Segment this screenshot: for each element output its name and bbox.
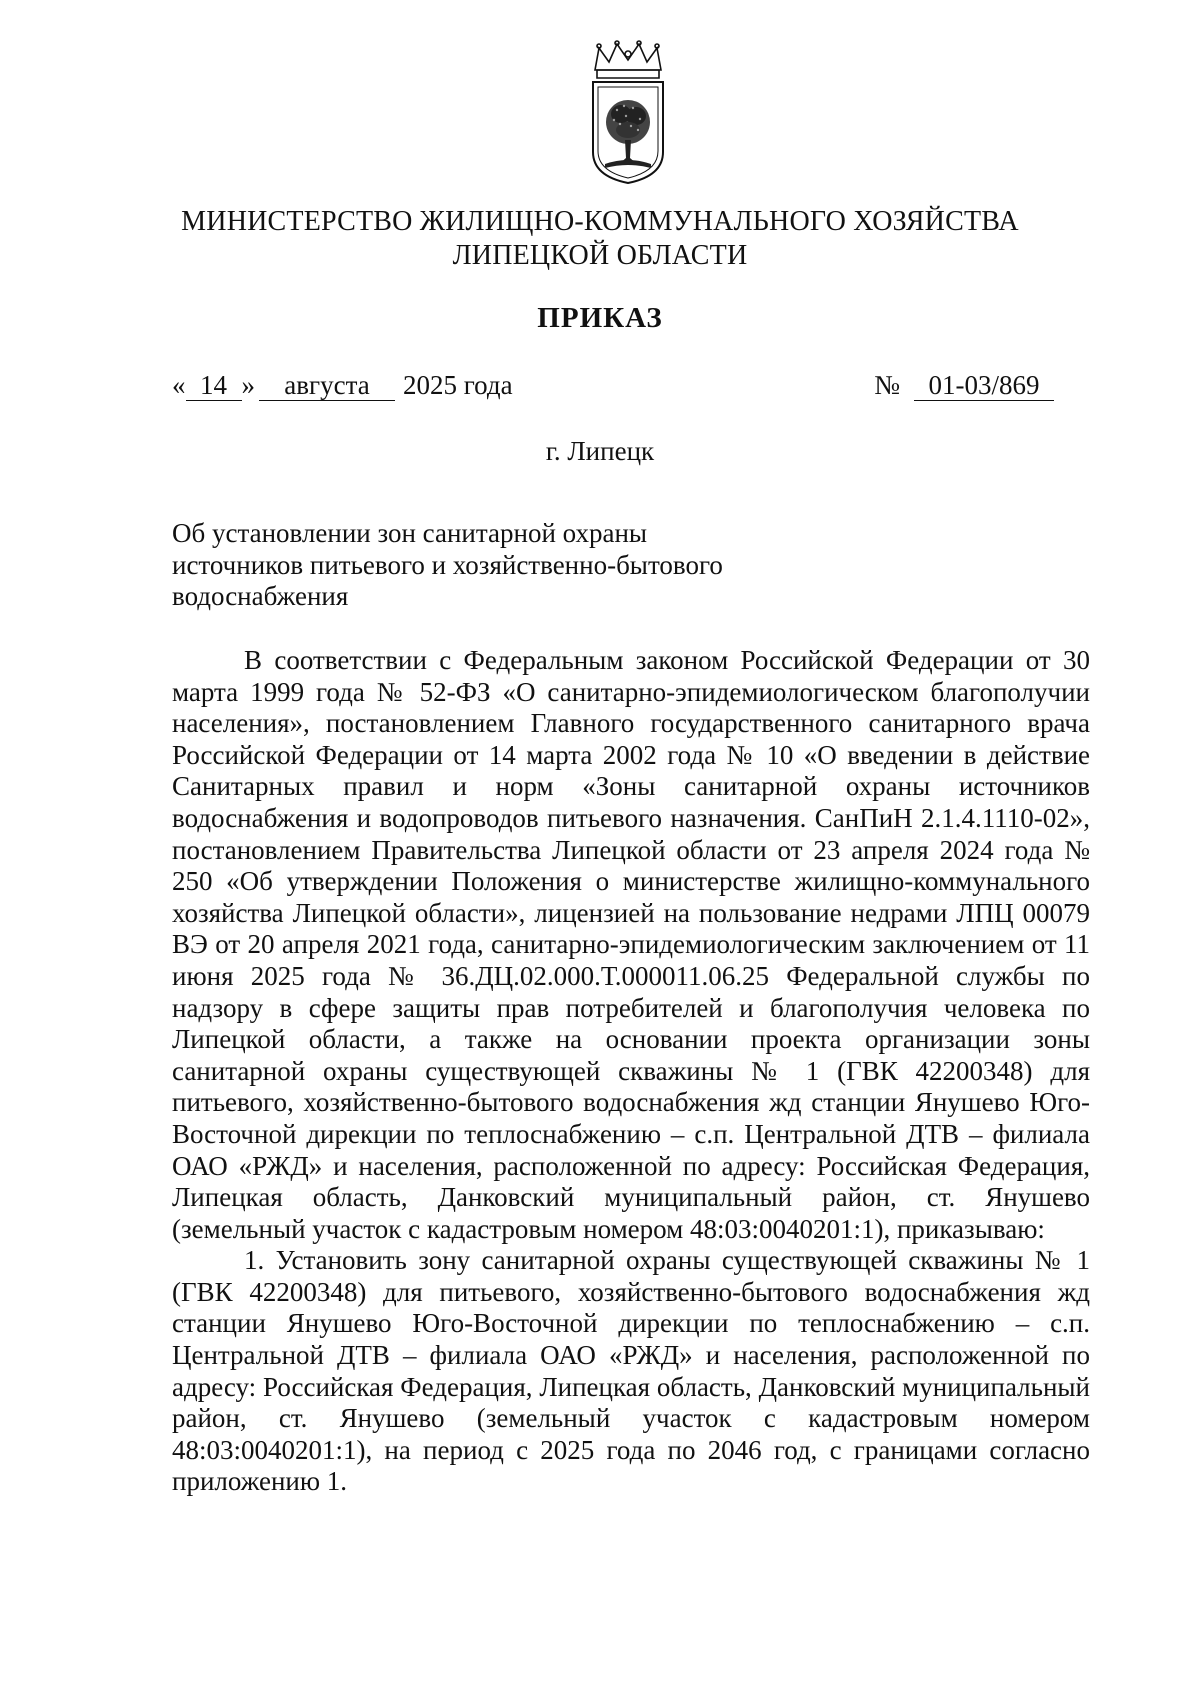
order-date bbox=[172, 368, 513, 402]
subject-line1: Об установлении зон санитарной охраны bbox=[172, 518, 648, 548]
date-open-quote: « bbox=[172, 370, 186, 400]
document-type-title: ПРИКАЗ bbox=[537, 302, 663, 334]
date-close-quote: » bbox=[241, 370, 255, 400]
item-1-paragraph: 1. Установить зону санитарной охраны существующей скважины № 1 (ГВК 42200348) для питьевого, хозяйственно-бытового водоснабжения жд станции Янушево Юго-Восточной дирекции по теплоснабжению – с.п. Центральной ДТВ – филиала ОАО «РЖД» и населения, расположенной по адресу: Российская Федерация, Липецкая область, Данковский муниципальный район, ст. Янушево (земельный участок с кадастровым номером 48:03:0040201:1), на период с 2025 года по 2046 год, с границами согласно приложению 1. bbox=[172, 1245, 1090, 1497]
number-value: 01-03/869 bbox=[914, 370, 1054, 401]
number-sign: № bbox=[874, 370, 900, 400]
ministry-name-line1: МИНИСТЕРСТВО ЖИЛИЩНО-КОММУНАЛЬНОГО ХОЗЯЙСТВА bbox=[181, 206, 1019, 237]
date-month: августа bbox=[259, 370, 395, 401]
date-day: 14 bbox=[186, 370, 242, 401]
city-name: г. Липецк bbox=[545, 436, 655, 466]
ministry-name-line2: ЛИПЕЦКОЙ ОБЛАСТИ bbox=[452, 240, 748, 271]
order-body bbox=[172, 645, 1090, 1498]
date-year: 2025 года bbox=[403, 370, 513, 400]
order-subject bbox=[172, 518, 732, 613]
order-number bbox=[874, 368, 1054, 402]
subject-line2: источников питьевого и хозяйственно-бытового bbox=[172, 549, 723, 580]
lipetsk-coat-of-arms-icon bbox=[589, 40, 667, 185]
preamble-paragraph: В соответствии с Федеральным законом Российской Федерации от 30 марта 1999 года № 52-ФЗ «О санитарно-эпидемиологическом благополучии населения», постановлением Главного государственного санитарного врача Российской Федерации от 14 марта 2002 года № 10 «О введении в действие Санитарных правил и норм «Зоны санитарной охраны источников водоснабжения и водопроводов питьевого назначения. СанПиН 2.1.4.1110-02», постановлением Правительства Липецкой области от 23 апреля 2024 года № 250 «Об утверждении Положения о министерстве жилищно-коммунального хозяйства Липецкой области», лицензией на пользование недрами ЛПЦ 00079 ВЭ от 20 апреля 2021 года, санитарно-эпидемиологическим заключением от 11 июня 2025 года № 36.ДЦ.02.000.Т.000011.06.25 Федеральной службы по надзору в сфере защиты прав потребителей и благополучия человека по Липецкой области, а также на основании проекта организации зоны санитарной охраны существующей скважины № 1 (ГВК 42200348) для питьевого, хозяйственно-бытового водоснабжения жд станции Янушево Юго-Восточной дирекции по теплоснабжению – с.п. Центральной ДТВ – филиала ОАО «РЖД» и населения, расположенной по адресу: Российская Федерация, Липецкая область, Данковский муниципальный район, ст. Янушево (земельный участок с кадастровым номером 48:03:0040201:1), приказываю: bbox=[172, 645, 1090, 1244]
subject-line3: водоснабжения bbox=[172, 581, 349, 611]
